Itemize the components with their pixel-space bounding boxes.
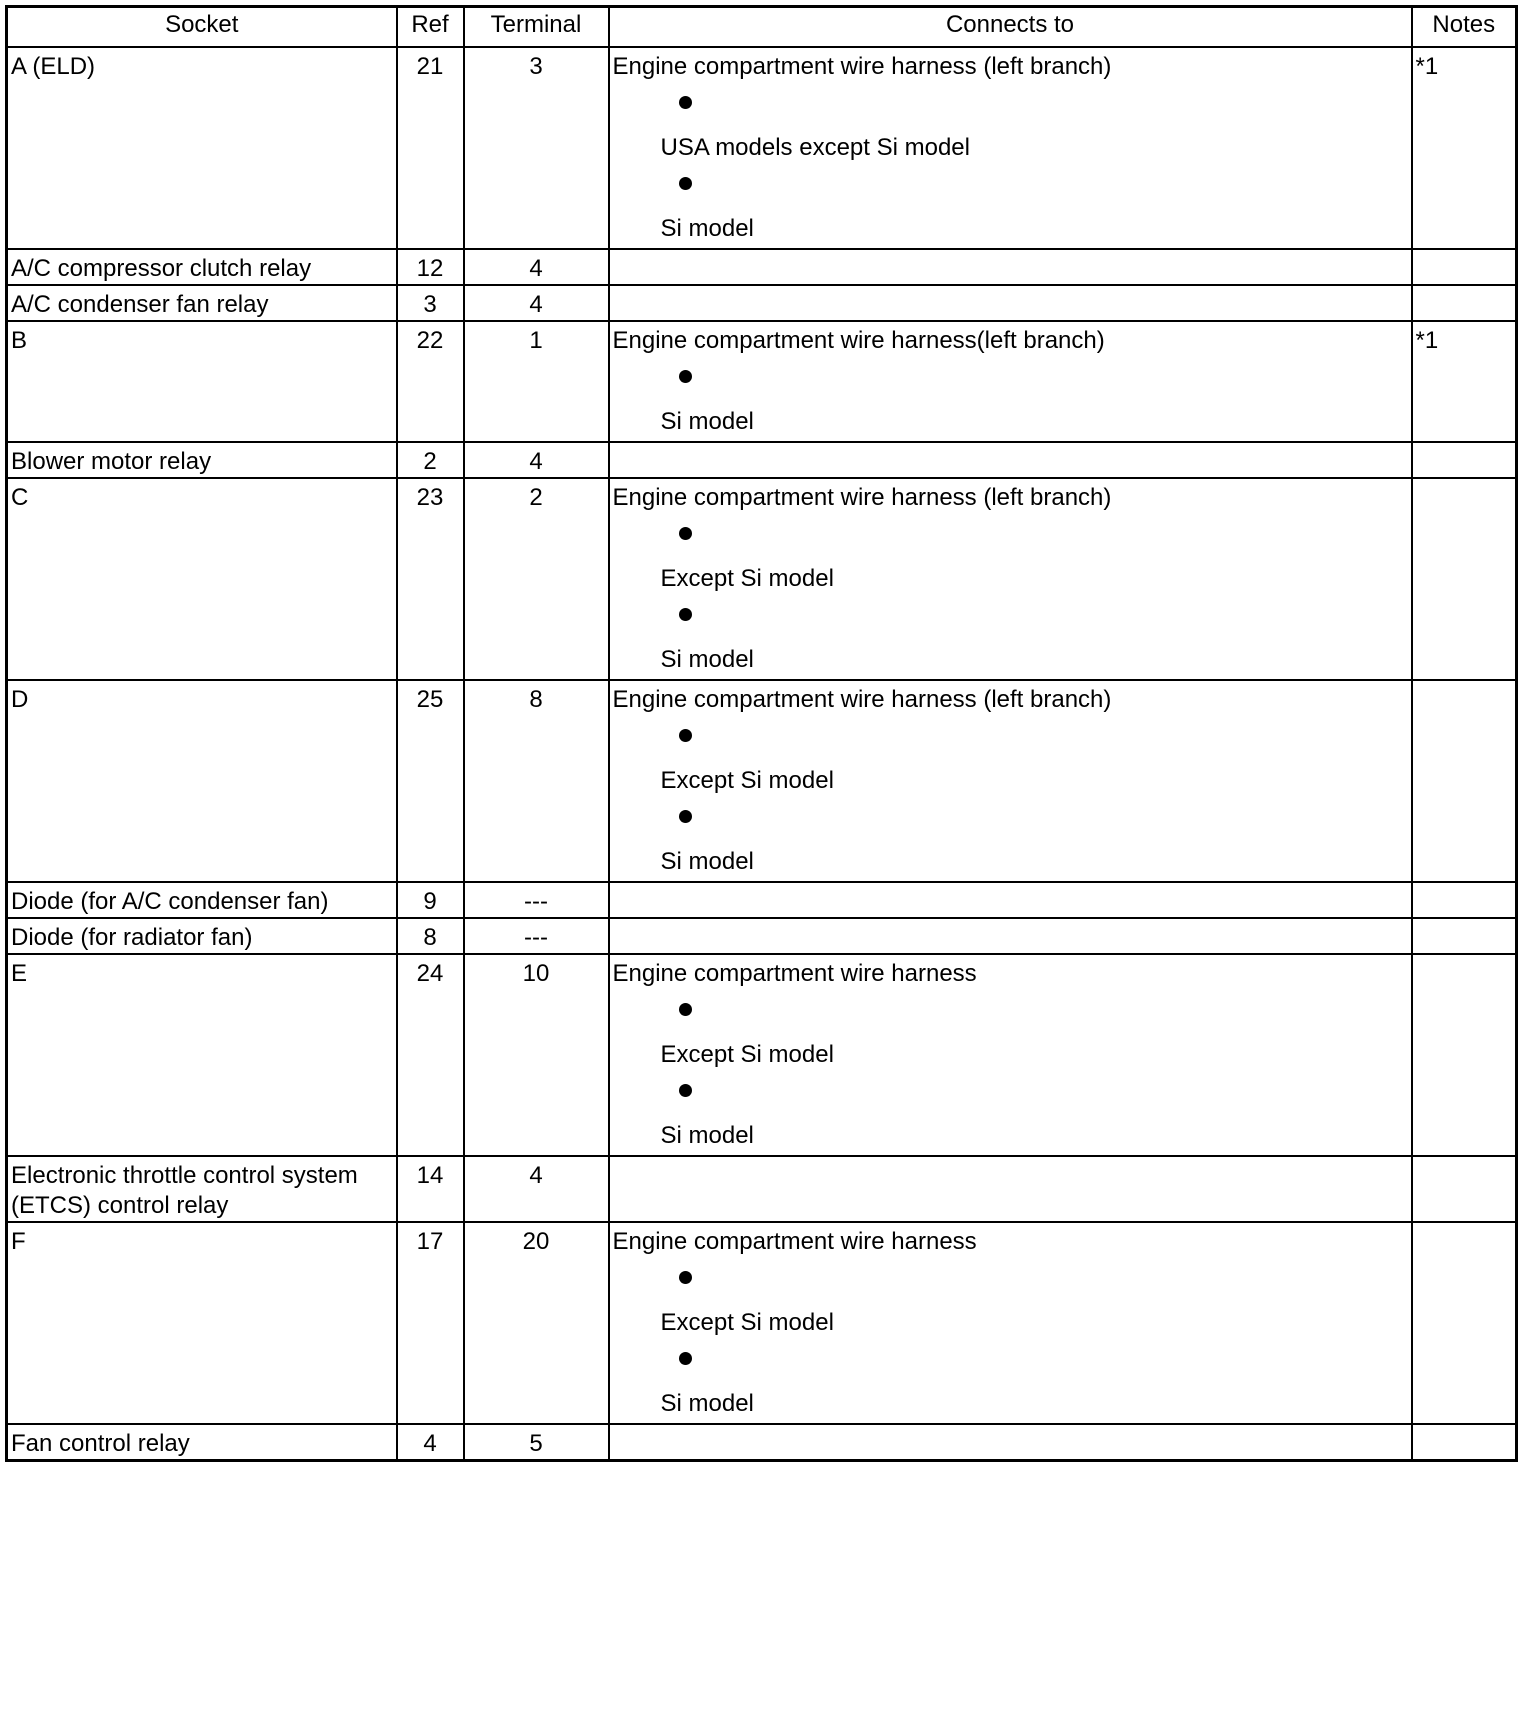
cell-terminal — [464, 442, 609, 478]
bullet-item — [661, 608, 1408, 675]
cell-ref — [397, 680, 464, 882]
header-notes: Notes — [1412, 7, 1517, 48]
bullet-text: Si model — [660, 215, 754, 242]
socket-table — [5, 5, 1518, 1462]
table-row — [7, 321, 1517, 442]
cell-terminal — [464, 1222, 609, 1424]
cell-connects-to — [609, 954, 1412, 1156]
cell-ref-text: 9 — [423, 888, 437, 915]
cell-socket — [7, 1222, 397, 1424]
cell-terminal — [464, 954, 609, 1156]
cell-ref — [397, 918, 464, 954]
cell-socket-text: D — [11, 686, 29, 713]
cell-socket-text: A (ELD) — [11, 53, 96, 80]
cell-notes — [1412, 442, 1517, 478]
cell-terminal-text: 1 — [529, 327, 543, 354]
cell-terminal — [464, 882, 609, 918]
cell-socket-text: Fan control relay — [11, 1430, 190, 1457]
cell-socket — [7, 442, 397, 478]
cell-notes — [1412, 1424, 1517, 1461]
cell-connects-to — [609, 1156, 1412, 1222]
cell-socket — [7, 954, 397, 1156]
cell-terminal-text: 10 — [522, 960, 550, 987]
bullet-item — [661, 527, 1408, 594]
bullet-item — [661, 729, 1408, 796]
bullet-item — [661, 1352, 1408, 1419]
cell-notes — [1412, 1156, 1517, 1222]
cell-socket-text: F — [11, 1228, 26, 1255]
cell-socket-text: Diode (for radiator fan) — [11, 924, 253, 951]
cell-ref — [397, 249, 464, 285]
cell-terminal — [464, 478, 609, 680]
cell-terminal — [464, 918, 609, 954]
bullet-text: Si model — [660, 848, 754, 875]
cell-terminal-text: 3 — [529, 53, 543, 80]
bullet-icon — [679, 527, 692, 540]
cell-socket — [7, 285, 397, 321]
cell-connects-to — [609, 285, 1412, 321]
cell-ref — [397, 285, 464, 321]
cell-notes — [1412, 478, 1517, 680]
cell-socket — [7, 1424, 397, 1461]
table-row — [7, 1156, 1517, 1222]
table-row — [7, 442, 1517, 478]
bullet-text: Except Si model — [660, 1309, 834, 1336]
cell-ref-text: 2 — [423, 448, 437, 475]
cell-terminal-text: 5 — [529, 1430, 543, 1457]
cell-ref-text: 23 — [416, 484, 444, 511]
cell-socket-text: Blower motor relay — [11, 448, 212, 475]
bullet-icon — [679, 810, 692, 823]
connects-to-text: Engine compartment wire harness (left branch) — [612, 53, 1112, 80]
bullet-icon — [679, 370, 692, 383]
cell-connects-to — [609, 442, 1412, 478]
cell-ref-text: 4 — [423, 1430, 437, 1457]
cell-ref — [397, 1424, 464, 1461]
bullet-text: Si model — [660, 1390, 754, 1417]
cell-socket — [7, 321, 397, 442]
bullet-text: Except Si model — [660, 1041, 834, 1068]
bullet-item — [661, 1271, 1408, 1338]
cell-ref — [397, 954, 464, 1156]
cell-terminal-text: 2 — [529, 484, 543, 511]
cell-terminal — [464, 285, 609, 321]
table-body — [7, 47, 1517, 1461]
bullet-text: Si model — [660, 646, 754, 673]
cell-connects-to — [609, 918, 1412, 954]
cell-socket-text: A/C condenser fan relay — [11, 291, 269, 318]
bullet-text: USA models except Si model — [660, 134, 970, 161]
cell-connects-to — [609, 882, 1412, 918]
cell-terminal-text: 8 — [529, 686, 543, 713]
header-socket: Socket — [7, 7, 397, 48]
bullet-icon — [679, 1352, 692, 1365]
cell-socket — [7, 918, 397, 954]
cell-ref-text: 8 — [423, 924, 437, 951]
cell-notes — [1412, 1222, 1517, 1424]
cell-notes — [1412, 680, 1517, 882]
cell-socket — [7, 680, 397, 882]
cell-socket — [7, 47, 397, 249]
cell-notes — [1412, 918, 1517, 954]
cell-socket — [7, 1156, 397, 1222]
cell-ref-text: 14 — [416, 1162, 444, 1189]
header-ref: Ref — [397, 7, 464, 48]
cell-notes — [1412, 285, 1517, 321]
cell-notes — [1412, 47, 1517, 249]
table-row — [7, 918, 1517, 954]
cell-connects-to — [609, 47, 1412, 249]
bullet-text: Si model — [660, 408, 754, 435]
cell-notes — [1412, 249, 1517, 285]
cell-ref-text: 12 — [416, 255, 444, 282]
cell-connects-to — [609, 1424, 1412, 1461]
cell-connects-to — [609, 478, 1412, 680]
cell-terminal — [464, 1424, 609, 1461]
table-row — [7, 680, 1517, 882]
cell-terminal-text: 4 — [529, 255, 543, 282]
header-terminal: Terminal — [464, 7, 609, 48]
cell-terminal-text: 4 — [529, 1162, 543, 1189]
cell-ref — [397, 321, 464, 442]
bullet-text: Si model — [660, 1122, 754, 1149]
connects-to-text: Engine compartment wire harness (left branch) — [612, 484, 1112, 511]
cell-ref-text: 17 — [416, 1228, 444, 1255]
bullet-item — [661, 1003, 1408, 1070]
table-row — [7, 1424, 1517, 1461]
cell-notes — [1412, 954, 1517, 1156]
cell-socket-text: B — [11, 327, 28, 354]
cell-notes — [1412, 882, 1517, 918]
cell-ref — [397, 1222, 464, 1424]
cell-ref-text: 24 — [416, 960, 444, 987]
table-row — [7, 47, 1517, 249]
cell-ref-text: 3 — [423, 291, 437, 318]
cell-ref-text: 25 — [416, 686, 444, 713]
cell-socket — [7, 882, 397, 918]
table-row — [7, 882, 1517, 918]
cell-ref — [397, 47, 464, 249]
cell-socket-text: A/C compressor clutch relay — [11, 255, 312, 282]
cell-socket-text: Diode (for A/C condenser fan) — [11, 888, 329, 915]
cell-connects-to — [609, 680, 1412, 882]
bullet-text: Except Si model — [660, 767, 834, 794]
cell-ref — [397, 882, 464, 918]
bullet-item — [661, 177, 1408, 244]
cell-connects-to — [609, 249, 1412, 285]
cell-socket-text: E — [11, 960, 28, 987]
cell-socket — [7, 249, 397, 285]
bullet-icon — [679, 608, 692, 621]
bullet-item — [661, 370, 1408, 437]
cell-socket-text: Electronic throttle control system (ETCS) control relay — [11, 1162, 358, 1219]
cell-connects-to — [609, 321, 1412, 442]
cell-terminal-text: 4 — [529, 448, 543, 475]
cell-socket — [7, 478, 397, 680]
cell-terminal — [464, 249, 609, 285]
bullet-item — [661, 96, 1408, 163]
cell-terminal-text: --- — [524, 924, 548, 951]
bullet-icon — [679, 1271, 692, 1284]
bullet-icon — [679, 729, 692, 742]
bullet-item — [661, 1084, 1408, 1151]
cell-socket-text: C — [11, 484, 29, 511]
bullet-item — [661, 810, 1408, 877]
table-row — [7, 478, 1517, 680]
connects-to-text: Engine compartment wire harness (left branch) — [612, 686, 1112, 713]
cell-notes-text: *1 — [1415, 53, 1439, 80]
cell-ref-text: 21 — [416, 53, 444, 80]
cell-ref — [397, 478, 464, 680]
cell-terminal-text: 4 — [529, 291, 543, 318]
document-page — [5, 5, 1518, 1462]
cell-terminal — [464, 1156, 609, 1222]
cell-terminal — [464, 47, 609, 249]
header-row — [7, 7, 1517, 48]
connects-to-text: Engine compartment wire harness — [612, 1228, 977, 1255]
table-row — [7, 1222, 1517, 1424]
cell-terminal — [464, 321, 609, 442]
cell-ref-text: 22 — [416, 327, 444, 354]
bullet-icon — [679, 96, 692, 109]
bullet-icon — [679, 177, 692, 190]
table-row — [7, 954, 1517, 1156]
header-connects-to: Connects to — [609, 7, 1412, 48]
cell-notes-text: *1 — [1415, 327, 1439, 354]
cell-terminal — [464, 680, 609, 882]
connects-to-text: Engine compartment wire harness(left branch) — [612, 327, 1105, 354]
connects-to-text: Engine compartment wire harness — [612, 960, 977, 987]
bullet-icon — [679, 1084, 692, 1097]
table-row — [7, 249, 1517, 285]
cell-ref — [397, 442, 464, 478]
cell-terminal-text: 20 — [522, 1228, 550, 1255]
cell-ref — [397, 1156, 464, 1222]
cell-terminal-text: --- — [524, 888, 548, 915]
cell-connects-to — [609, 1222, 1412, 1424]
cell-notes — [1412, 321, 1517, 442]
bullet-text: Except Si model — [660, 565, 834, 592]
bullet-icon — [679, 1003, 692, 1016]
table-row — [7, 285, 1517, 321]
